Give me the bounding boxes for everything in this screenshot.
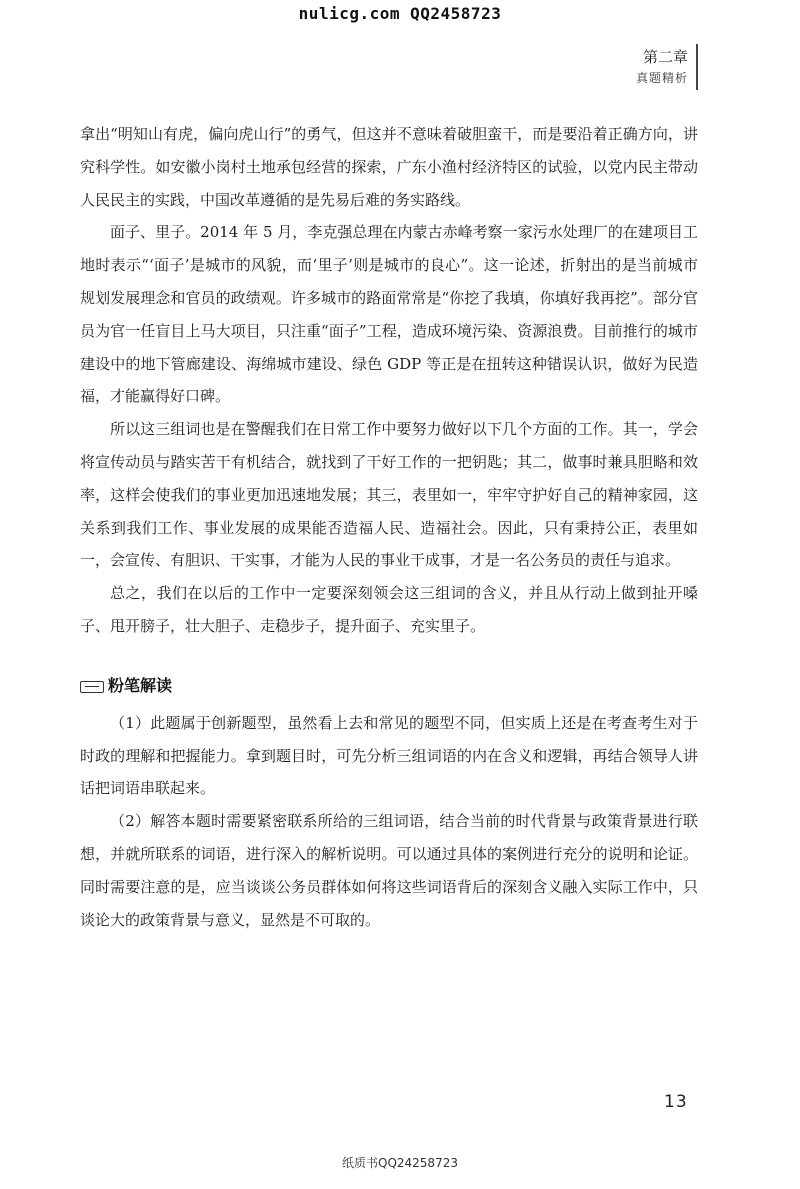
analysis-paragraph-1: （1）此题属于创新题型，虽然看上去和常见的题型不同，但实质上还是在考查考生对于时政的理解和把握能力。拿到题目时，可先分析三组词语的内在含义和逻辑，再结合领导人讲话把词语串联起来。 [80,713,698,798]
analysis-paragraph-2: （2）解答本题时需要紧密联系所给的三组词语，结合当前的时代背景与政策背景进行联想，并就所联系的词语，进行深入的解析说明。可以通过具体的案例进行充分的说明和论证。同时需要注意的是，应当谈谈公务员群体如何将这些词语背后的深刻含义融入实际工作中，只谈论大的政策背景与意义，显然是不可取的。 [80,812,698,929]
paragraph-three-aspects: 所以这三组词也是在警醒我们在日常工作中要努力做好以下几个方面的工作。其一，学会将宣传动员与踏实苦干有机结合，就找到了干好工作的一把钥匙；其二，做事时兼具胆略和效率，这样会使我们的事业更加迅速地发展；其三，表里如一，牢牢守护好自己的精神家园，这关系到我们工作、事业发展的成果能否造福人民、造福社会。因此，只有秉持公正，表里如一，会宣传、有胆识、干实事，才能为人民的事业干成事，才是一名公务员的责任与追求。 [80,420,698,570]
chapter-subtitle: 真题精析 [635,71,688,85]
book-icon [80,681,104,693]
paragraph-mianzi-lizi: 面子、里子。2014 年 5 月，李克强总理在内蒙古赤峰考察一家污水处理厂的在建项目工地时表示“‘面子’是城市的风貌，而‘里子’则是城市的良心”。这一论述，折射出的是当前城市规划发展理念和官员的政绩观。许多城市的路面常常是“你挖了我填，你填好我再挖”。部分官员为官一任盲目上马大项目，只注重“面子”工程，造成环境污染、资源浪费。目前推行的城市建设中的地下管廊建设、海绵城市建设、绿色 GDP 等正是在扭转这种错误认识，做好为民造福，才能赢得好口碑。 [80,223,698,406]
chapter-header [636,46,688,88]
page-content [80,118,698,936]
top-watermark: nulicg.com QQ2458723 [298,4,502,23]
header-divider [696,44,698,90]
paragraph-continued: 拿出“明知山有虎，偏向虎山行”的勇气，但这并不意味着破胆蛮干，而是要沿着正确方向，讲究科学性。如安徽小岗村土地承包经营的探索，广东小渔村经济特区的试验，以党内民主带动人民民主的实践，中国改革遵循的是先易后难的务实路线。 [80,125,698,209]
paragraph-conclusion: 总之，我们在以后的工作中一定要深刻领会这三组词的含义，并且从行动上做到扯开嗓子、甩开膀子，壮大胆子、走稳步子，提升面子、充实里子。 [80,584,698,635]
bottom-watermark: 纸质书QQ24258723 [342,1156,458,1170]
section-heading [80,669,698,703]
section-heading-text: 粉笔解读 [108,675,173,695]
chapter-title: 第二章 [642,48,688,66]
page-number: 13 [664,1092,688,1112]
